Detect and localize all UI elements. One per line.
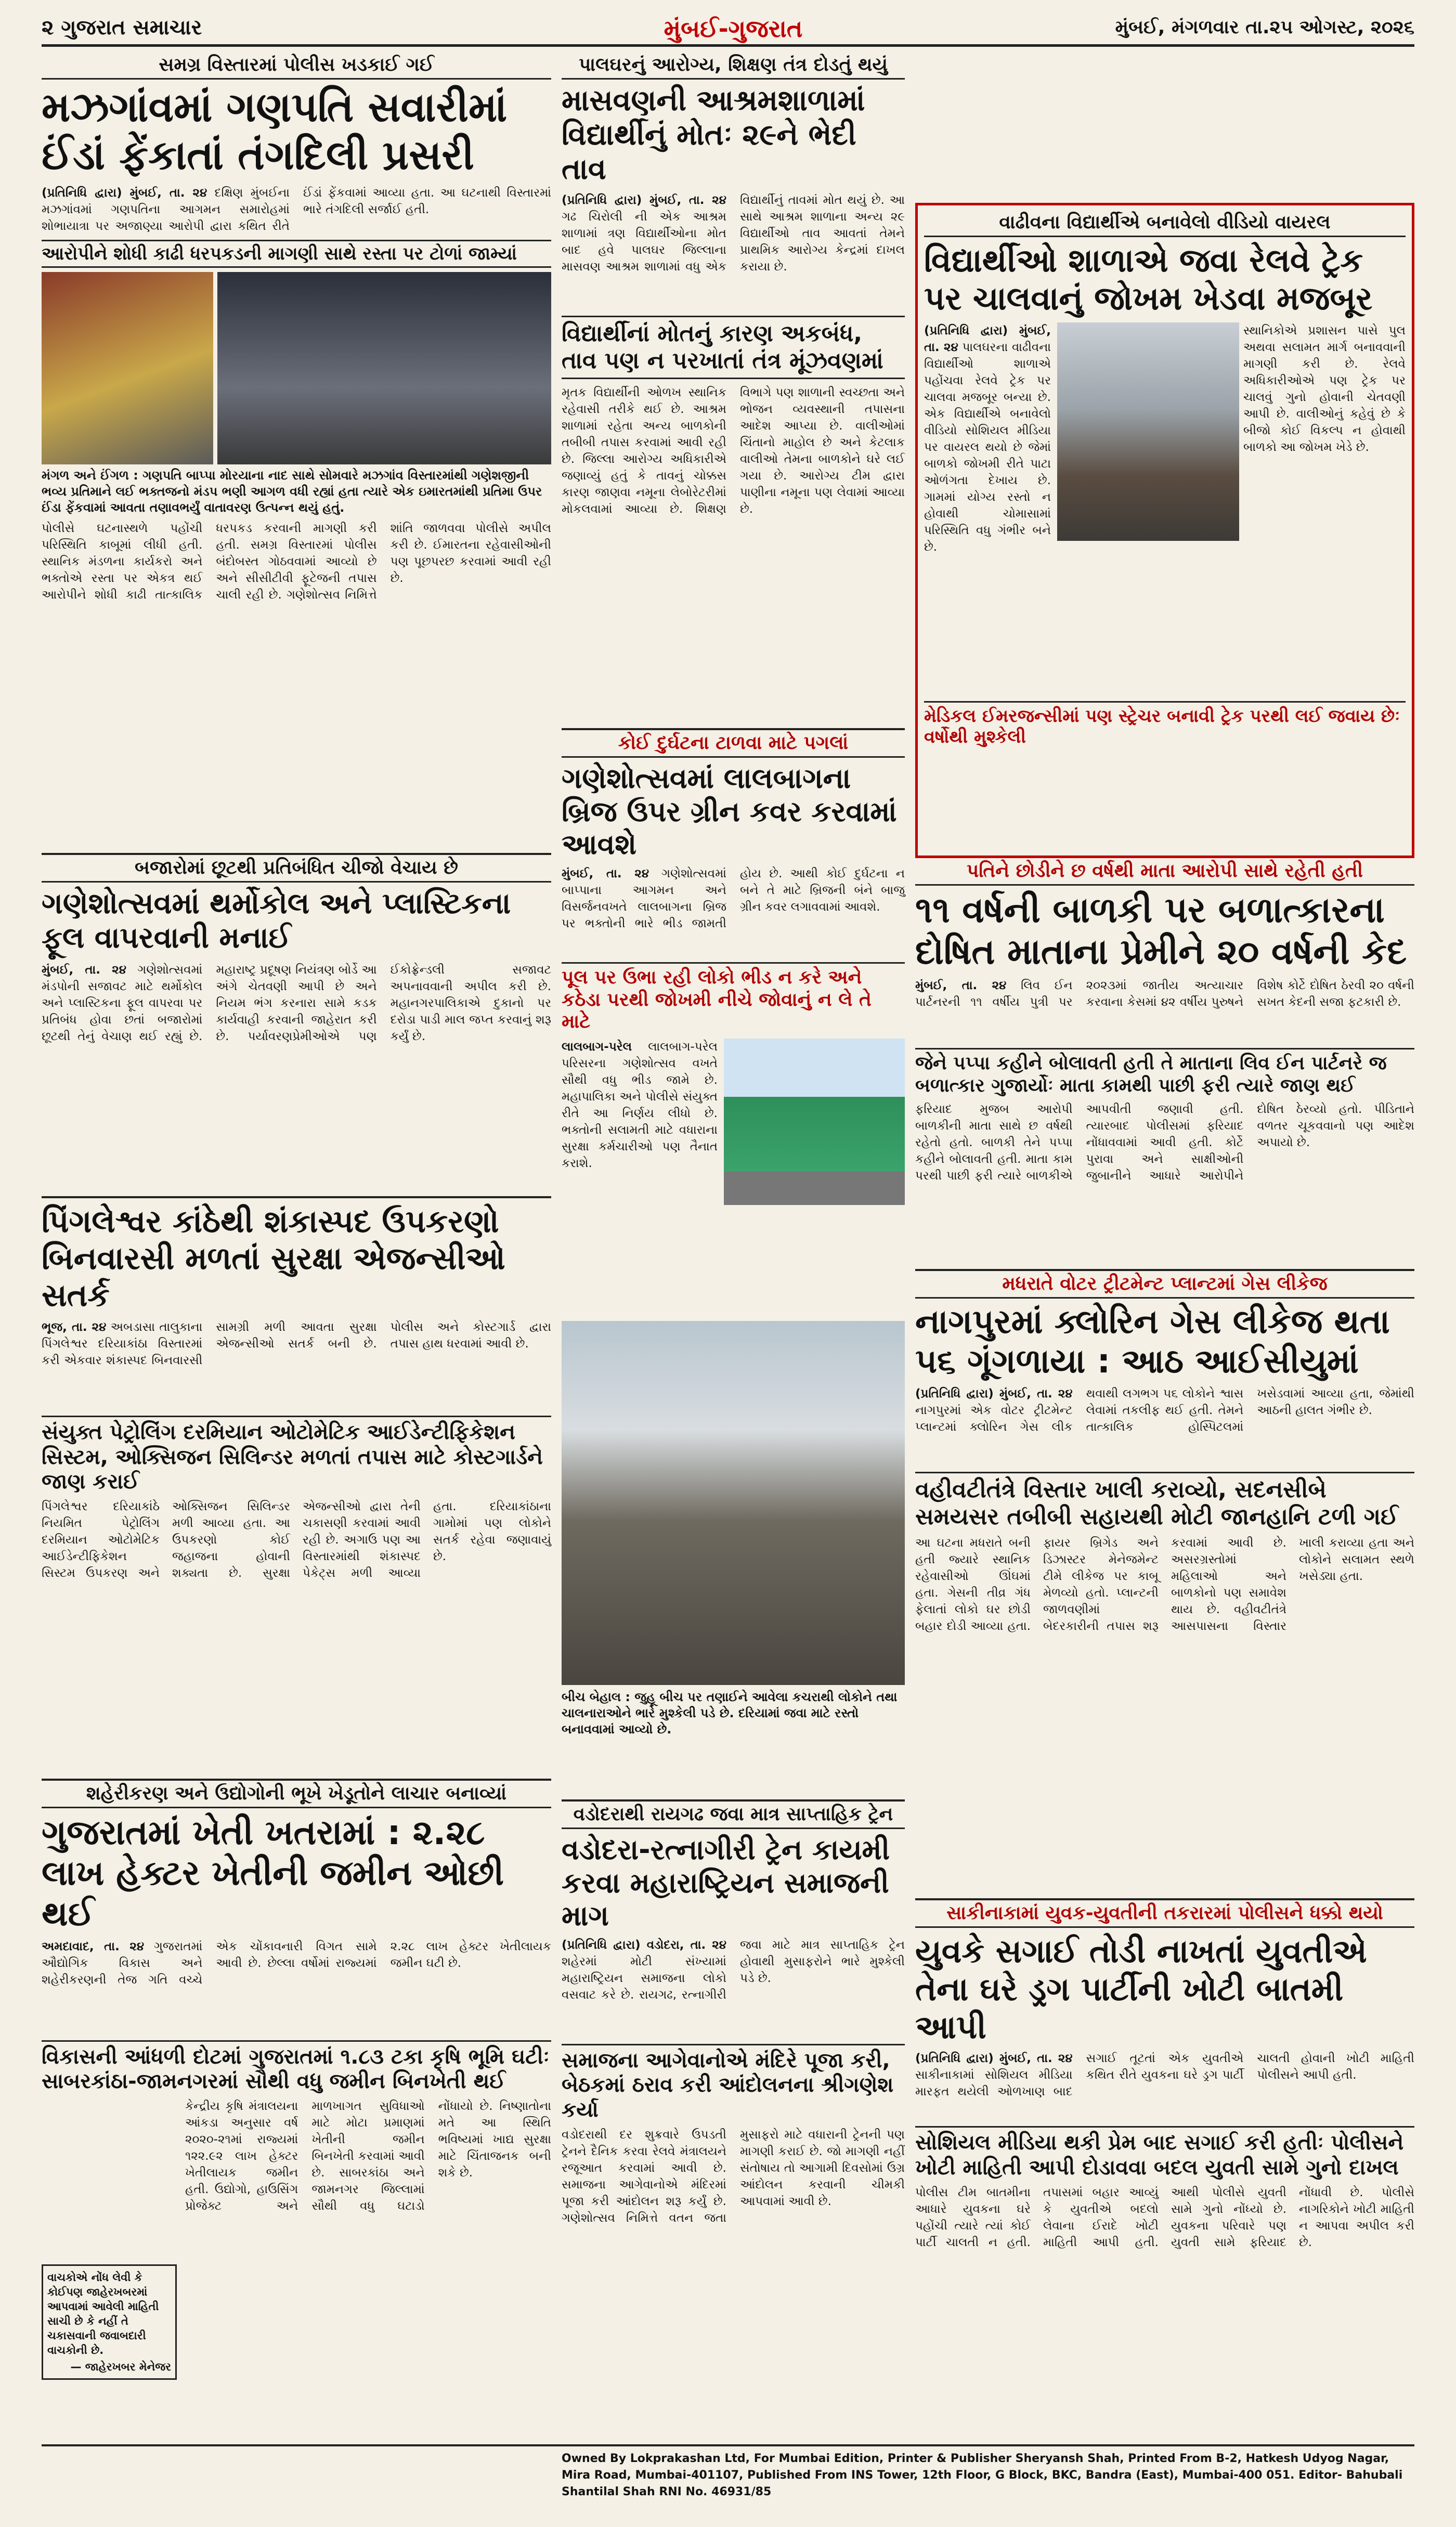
reader-notice: વાચકોએ નોંધ લેવી કે કોઈપણ જાહેરખબરમાં આપવામાં આવેલી માહિતી સાચી છે કે નહીં તે ચકાસવાની જવાબદારી વાચકોની છે.	[47, 2271, 159, 2356]
story-kicker: પતિને છોડીને છ વર્ષથી માતા આરોપી સાથે રહેતી હતી	[915, 858, 1414, 886]
story-body: ગુજરાતમાં ઔદ્યોગિક વિકાસ અને શહેરીકરણની તેજ ગતિ વચ્ચે એક ચોંકાવનારી વિગત સામે આવી છે. છેલ્લા વર્ષોમાં રાજ્યમાં ૨.૨૮ લાખ હેક્ટર ખેતીલાયક જમીન ઘટી છે.	[42, 1939, 551, 1987]
story-body: પાલઘરના વાઢીવના વિદ્યાર્થીઓ શાળાએ પહોંચવા રેલવે ટ્રેક પર ચાલવા મજબૂર બન્યા છે. એક વિદ્યાર્થીએ બનાવેલો વીડિયો સોશિયલ મીડિયા પર વાયરલ થયો છે જેમાં બાળકો જોખમી રીતે પાટા ઓળંગતા દેખાય છે. ગામમાં યોગ્ય રસ્તો ન હોવાથી ચોમાસામાં પરિસ્થિતિ વધુ ગંભીર બને છે.	[924, 341, 1051, 554]
story-body: વડોદરાથી દર શુક્રવારે ઉપડતી ટ્રેનને દૈનિક કરવા રેલવે મંત્રાલયને રજૂઆત કરવામાં આવી છે. સમાજના આગેવાનોએ મંદિરમાં પૂજા કરી આંદોલન શરૂ કર્યું છે. ગણેશોત્સવ નિમિત્તે વતન જતા મુસાફરો માટે વધારાની ટ્રેનની પણ માગણી કરાઈ છે. જો માગણી નહીં સંતોષાય તો આગામી દિવસોમાં ઉગ્ર આંદોલન કરવાની ચીમકી આપવામાં આવી છે.	[562, 2128, 905, 2225]
story-nagpur-gas	[915, 1269, 1414, 1888]
photo-green-cover-bridge	[724, 1039, 905, 1205]
story-body: પિંગલેશ્વર દરિયાકાંઠે નિયમિત પેટ્રોલિંગ દરમિયાન ઓટોમેટિક આઈડેન્ટીફિકેશન સિસ્ટમ ઉપકરણ અને ઓક્સિજન સિલિન્ડર મળી આવ્યા હતા. આ ઉપકરણો કોઈ જહાજના હોવાની શક્યતા છે. સુરક્ષા એજન્સીઓ દ્વારા તેની ચકાસણી કરવામાં આવી રહી છે. અગાઉ પણ આ વિસ્તારમાંથી શંકાસ્પદ પેકેટ્સ મળી આવ્યા હતા. દરિયાકાંઠાના ગામોમાં પણ લોકોને સતર્ક રહેવા જણાવાયું છે.	[42, 1499, 551, 1580]
story-headline: વડોદરા-રત્નાગીરી ટ્રેન કાયમી કરવા મહારાષ્ટ્રિયન સમાજની માગ	[562, 1833, 890, 1933]
story-headline: ગણેશોત્સવમાં લાલબાગના બ્રિજ ઉપર ગ્રીન કવર કરવામાં આવશે	[562, 762, 897, 861]
masthead	[42, 10, 1414, 47]
photo-beach-block	[562, 1321, 905, 1789]
story-body: સાકીનાકામાં સોશિયલ મીડિયા મારફત થયેલી ઓળખાણ બાદ સગાઈ તૂટતાં એક યુવતીએ કથિત રીતે યુવકના ઘરે ડ્રગ પાર્ટી ચાલતી હોવાની ખોટી માહિતી પોલીસને આપી હતી.	[915, 2052, 1414, 2099]
story-body: ગઢ ચિરોલી ની એક આશ્રમ શાળામાં ત્રણ વિદ્યાર્થીઓના મોત બાદ હવે પાલઘર જિલ્લાના માસવણ આશ્રમ શાળામાં વધુ એક વિદ્યાર્થીનું તાવમાં મોત થયું છે. આ સાથે આશ્રમ શાળાના અન્ય ૨૯ વિદ્યાર્થીઓ તાવ આવતાં તેમને પ્રાથમિક આરોગ્ય કેન્દ્રમાં દાખલ કરાયા છે.	[562, 193, 905, 274]
story-body: ગણેશોત્સવમાં બાપ્પાના આગમન અને વિસર્જનવખતે લાલબાગના બ્રિજ પર ભક્તોની ભારે ભીડ જામતી હોય છે. આથી કોઈ દુર્ઘટના ન બને તે માટે બ્રિજની બંને બાજુ ગ્રીન કવર લગાવવામાં આવશે.	[562, 867, 905, 931]
story-subhead: સોશિયલ મીડિયા થકી પ્રેમ બાદ સગાઈ કરી હતીઃ પોલીસને ખોટી માહિતી આપી દોડાવવા બદલ યુવતી સામે ગુનો દાખલ	[915, 2126, 1414, 2180]
story-lalbaug-bridge	[562, 728, 905, 1311]
story-ashram-school	[562, 52, 905, 728]
story-dateline: (પ્રતિનિધિ દ્વારા) મુંબઈ, તા. ૨૪	[915, 2052, 1073, 2066]
story-subhead: જેને પપ્પા કહીને બોલાવતી હતી તે માતાના લિવ ઈન પાર્ટનરે જ બળાત્કાર ગુજાર્યોઃ માતા કામથી પાછી ફરી ત્યારે જાણ થઈ	[915, 1048, 1414, 1097]
story-body: શહેરમાં મોટી સંખ્યામાં મહારાષ્ટ્રિયન સમાજના લોકો વસવાટ કરે છે. રાયગઢ, રત્નાગીરી જવા માટે માત્ર સાપ્તાહિક ટ્રેન હોવાથી મુસાફરોને ભારે મુશ્કેલી પડે છે.	[562, 1938, 905, 2002]
story-court-verdict	[915, 858, 1414, 1259]
story-dateline: (પ્રતિનિધિ દ્વારા) મુંબઈ, તા. ૨૪	[915, 1387, 1073, 1401]
story-dateline: (પ્રતિનિધિ દ્વારા) મુંબઈ, તા. ૨૪	[562, 193, 726, 208]
story-kicker: વડોદરાથી રાયગઢ જવા માત્ર સાપ્તાહિક ટ્રેન	[562, 1802, 905, 1829]
story-dateline: (પ્રતિનિધિ દ્વારા) મુંબઈ, તા. ૨૪	[42, 186, 207, 200]
story-dateline: અમદાવાદ, તા. ૨૪	[42, 1939, 145, 1953]
story-dateline: મુંબઈ, તા. ૨૪	[915, 979, 1007, 993]
section-title: મુંબઈ-ગુજરાત	[664, 15, 803, 43]
story-subhead: વિદ્યાર્થીનાં મોતનું કારણ અકબંધ, તાવ પણ ન પરખાતાં તંત્ર મૂંઝવણમાં	[562, 316, 905, 379]
footer-rule	[42, 2444, 1414, 2446]
story-subhead: આરોપીને શોધી કાઢી ધરપકડની માગણી સાથે રસ્તા પર ટોળાં જામ્યાં	[42, 240, 551, 268]
photo-caption: બીચ બેહાલ : જુહૂ બીચ પર તણાઈને આવેલા કચરાથી લોકોને તથા ચાલનારાઓને ભારે મુશ્કેલી પડે છે. દરિયામાં જવા માટે રસ્તો બનાવવામાં આવ્યો છે.	[562, 1690, 898, 1736]
story-headline: મઝગાંવમાં ગણપતિ સવારીમાં ઈંડાં ફેંકાતાં તંગદિલી પ્રસરી	[42, 84, 508, 179]
photo-juhu-beach	[562, 1321, 905, 1685]
story-kicker: પાલઘરનું આરોગ્ય, શિક્ષણ તંત્ર દોડતું થયું	[562, 52, 905, 80]
story-kicker: સમગ્ર વિસ્તારમાં પોલીસ ખડકાઈ ગઈ	[42, 52, 551, 80]
story-kicker: કોઈ દુર્ઘટના ટાળવા માટે પગલાં	[562, 730, 905, 758]
photo-caption: મંગળ અને ઈંગળ : ગણપતિ બાપ્પા મોરયાના નાદ સાથે સોમવારે મઝગાંવ વિસ્તારમાંથી ગણેશજીની ભવ્ય પ્રતિમાને લઈ ભક્તજનો મંડપ ભણી આગળ વધી રહ્યાં હતા ત્યારે એક ઇમારતમાંથી પ્રતિમા ઉપર ઈંડા ફેંકવામાં આવતા તણાવભર્યું વાતાવરણ ઉત્પન્ન થયું હતું.	[42, 468, 542, 515]
story-body: નાગપુરમાં એક વોટર ટ્રીટમેન્ટ પ્લાન્ટમાં ક્લોરિન ગેસ લીક થવાથી લગભગ ૫૬ લોકોને શ્વાસ લેવામાં તકલીફ થઈ હતી. તેમને તાત્કાલિક હોસ્પિટલમાં ખસેડવામાં આવ્યા હતા, જેમાંથી આઠની હાલત ગંભીર છે.	[915, 1387, 1414, 1434]
photo-location-label: લાલબાગ-પરેલ	[562, 1040, 632, 1054]
story-body: આ ઘટના મધરાતે બની હતી જ્યારે સ્થાનિક રહેવાસીઓ ઊંઘમાં હતા. ગેસની તીવ્ર ગંધ ફેલાતાં લોકો ઘર છોડી બહાર દોડી આવ્યા હતા. ફાયર બ્રિગેડ અને ડિઝાસ્ટર મેનેજમેન્ટ ટીમે લીકેજ પર કાબૂ મેળવ્યો હતો. પ્લાન્ટની જાળવણીમાં બેદરકારીની તપાસ શરૂ કરવામાં આવી છે. અસરગ્રસ્તોમાં મહિલાઓ અને બાળકોનો પણ સમાવેશ થાય છે. વહીવટીતંત્રે આસપાસના વિસ્તાર ખાલી કરાવ્યા હતા અને લોકોને સલામત સ્થળે ખસેડ્યા હતા.	[915, 1536, 1414, 1633]
page-label: ૨ ગુજરાત સમાચાર	[42, 16, 202, 40]
story-subhead: સમાજના આગેવાનોએ મંદિરે પૂજા કરી, બેઠકમાં ઠરાવ કરી આંદોલનના શ્રીગણેશ કર્યા	[562, 2044, 905, 2122]
story-headline: યુવકે સગાઈ તોડી નાખતાં યુવતીએ તેના ઘરે ડ્રગ પાર્ટીની ખોટી બાતમી આપી	[915, 1932, 1367, 2046]
story-pingleshwar	[42, 1196, 551, 1768]
story-body: પોલીસ ટીમ બાતમીના આધારે યુવકના ઘરે પહોંચી ત્યારે ત્યાં કોઈ પાર્ટી ચાલતી ન હતી. તપાસમાં બહાર આવ્યું કે યુવતીએ બદલો લેવાના ઈરાદે ખોટી માહિતી આપી હતી. આથી પોલીસે યુવતી સામે ગુનો નોંધ્યો છે. યુવકના પરિવારે પણ યુવતી સામે ફરિયાદ નોંધાવી છે. પોલીસે નાગરિકોને ખોટી માહિતી ન આપવા અપીલ કરી છે.	[915, 2185, 1414, 2249]
story-sakinaka	[915, 1898, 1414, 2439]
story-headline: વિદ્યાર્થીઓ શાળાએ જવા રેલવે ટ્રેક પર ચાલવાનું જોખમ ખેડવા મજબૂર	[924, 241, 1373, 318]
story-kicker: શહેરીકરણ અને ઉદ્યોગોની ભૂખે ખેડૂતોને લાચાર બનાવ્યાં	[42, 1781, 551, 1808]
story-body: લાલબાગ-પરેલ પરિસરના ગણેશોત્સવ વખતે સૌથી વધુ ભીડ જામે છે. મહાપાલિકા અને પોલીસે સંયુક્ત રીતે આ નિર્ણય લીધો છે. ભક્તોની સલામતી માટે વધારાના સુરક્ષા કર્મચારીઓ પણ તૈનાત કરાશે.	[562, 1040, 718, 1170]
story-gujarat-farmland	[42, 1779, 551, 2439]
story-headline: ૧૧ વર્ષની બાળકી પર બળાત્કારના દોષિત માતાના પ્રેમીને ૨૦ વર્ષની કેદ	[915, 890, 1407, 973]
story-vadodara-train	[562, 1799, 905, 2439]
reader-notice-sign: — જાહેરખબર મેનેજર	[70, 2361, 171, 2373]
footer-imprint: Owned By Lokprakashan Ltd, For Mumbai Edition, Printer & Publisher Sheryansh Shah, Printed From B-2, Hatkesh Udyog Nagar, Mira Road, Mumbai-401107, Published From INS Tower, 12th Floor, G Block, BKC, Bandra (East), Mumbai-400 051. Editor- Bahubali Shantilal Shah RNI No. 46931/85	[562, 2452, 1403, 2498]
story-kicker: સાકીનાકામાં યુવક-યુવતીની તકરારમાં પોલીસને ધક્કો થયો	[915, 1900, 1414, 1928]
story-subhead: સંયુક્ત પેટ્રોલિંગ દરમિયાન ઓટોમેટિક આઈડેન્ટીફિકેશન સિસ્ટમ, ઓક્સિજન સિલિન્ડર મળતાં તપાસ માટે કોસ્ટગાર્ડને જાણ કરાઈ	[42, 1416, 551, 1494]
story-body: કેન્દ્રીય કૃષિ મંત્રાલયના આંકડા અનુસાર વર્ષ ૨૦૨૦-૨૧માં રાજ્યમાં ૧૨૨.૯૨ લાખ હેક્ટર ખેતીલાયક જમીન હતી. ઉદ્યોગો, હાઉસિંગ પ્રોજેક્ટ અને માળખાગત સુવિધાઓ માટે મોટા પ્રમાણમાં ખેતીની જમીન બિનખેતી કરવામાં આવી છે. સાબરકાંઠા અને જામનગર જિલ્લામાં સૌથી વધુ ઘટાડો નોંધાયો છે. નિષ્ણાતોના મતે આ સ્થિતિ ભવિષ્યમાં ખાદ્ય સુરક્ષા માટે ચિંતાજનક બની શકે છે.	[185, 2100, 551, 2213]
story-dateline: (પ્રતિનિધિ દ્વારા) મુંબઈ, તા. ૨૪	[924, 324, 1051, 355]
story-body: લિવ ઈન પાર્ટનરની ૧૧ વર્ષીય પુત્રી પર ૨૦૨૩માં જાતીય અત્યાચાર કરવાના કેસમાં ૪૨ વર્ષીય પુરુષને વિશેષ કોર્ટે દોષિત ઠેરવી ૨૦ વર્ષની સખત કેદની સજા ફટકારી છે.	[915, 979, 1414, 1009]
story-body: સ્થાનિકોએ પ્રશાસન પાસે પુલ અથવા સલામત માર્ગ બનાવવાની માગણી કરી છે. રેલવે અધિકારીઓએ પણ ટ્રેક પર ચાલવું ગુનો હોવાની ચેતવણી આપી છે. વાલીઓનું કહેવું છે કે બીજો કોઈ વિકલ્પ ન હોવાથી બાળકો આ જોખમ ખેડે છે.	[1243, 324, 1406, 455]
story-subhead: પૂલ પર ઉભા રહી લોકો ભીડ ન કરે અને કઠેડા પરથી જોખમી નીચે જોવાનું ન લે તે માટે	[562, 962, 905, 1033]
story-headline: માસવણની આશ્રમશાળામાં વિદ્યાર્થીનું મોતઃ ૨૯ને ભેદી તાવ	[562, 84, 865, 187]
story-railway-track	[915, 203, 1414, 858]
story-headline: નાગપુરમાં ક્લોરિન ગેસ લીકેજ થતા ૫૬ ગૂંગળાયા : આઠ આઈસીયુમાં	[915, 1303, 1390, 1381]
story-kicker: મધરાતે વોટર ટ્રીટમેન્ટ પ્લાન્ટમાં ગેસ લીકેજ	[915, 1271, 1414, 1299]
story-body: પોલીસે ઘટનાસ્થળે પહોંચી પરિસ્થિતિ કાબૂમાં લીધી હતી. સ્થાનિક મંડળના કાર્યકરો અને ભક્તોએ રસ્તા પર એકત્ર થઈ આરોપીને શોધી કાઢી તાત્કાલિક ધરપકડ કરવાની માગણી કરી હતી. સમગ્ર વિસ્તારમાં પોલીસ બંદોબસ્ત ગોઠવવામાં આવ્યો છે અને સીસીટીવી ફૂટેજની તપાસ ચાલી રહી છે. ગણેશોત્સવ નિમિત્તે શાંતિ જાળવવા પોલીસે અપીલ કરી છે. ઈમારતના રહેવાસીઓની પણ પૂછપરછ કરવામાં આવી રહી છે.	[42, 522, 551, 602]
story-dateline: ભૂજ, તા. ૨૪	[42, 1320, 107, 1334]
story-body: મૃતક વિદ્યાર્થીની ઓળખ સ્થાનિક રહેવાસી તરીકે થઈ છે. આશ્રમ શાળામાં રહેતા અન્ય બાળકોની તબીબી તપાસ કરવામાં આવી રહી છે. જિલ્લા આરોગ્ય અધિકારીએ જણાવ્યું હતું કે તાવનું ચોક્કસ કારણ જાણવા નમૂના લેબોરેટરીમાં મોકલવામાં આવ્યા છે. શિક્ષણ વિભાગે પણ શાળાની સ્વચ્છતા અને ભોજન વ્યવસ્થાની તપાસના આદેશ આપ્યા છે. વાલીઓમાં ચિંતાનો માહોલ છે અને કેટલાક વાલીઓ તેમના બાળકોને ઘરે લઈ ગયા છે. આરોગ્ય ટીમ દ્વારા પાણીના નમૂના પણ લેવામાં આવ્યા છે.	[562, 386, 905, 516]
story-body: ફરિયાદ મુજબ આરોપી બાળકીની માતા સાથે છ વર્ષથી રહેતો હતો. બાળકી તેને પપ્પા કહીને બોલાવતી હતી. માતા કામ પરથી પાછી ફરી ત્યારે બાળકીએ આપવીતી જણાવી હતી. ત્યારબાદ પોલીસમાં ફરિયાદ નોંધાવવામાં આવી હતી. કોર્ટે પુરાવા અને સાક્ષીઓની જુબાનીને આધારે આરોપીને દોષિત ઠેરવ્યો હતો. પીડિતાને વળતર ચૂકવવાનો પણ આદેશ અપાયો છે.	[915, 1103, 1414, 1183]
story-dateline: (પ્રતિનિધિ દ્વારા) વડોદરા, તા. ૨૪	[562, 1938, 726, 1952]
story-dateline: મુંબઈ, તા. ૨૪	[42, 963, 127, 977]
story-headline: પિંગલેશ્વર કાંઠેથી શંકાસ્પદ ઉપકરણો બિનવારસી મળતાં સુરક્ષા એજન્સીઓ સતર્ક	[42, 1203, 505, 1314]
story-mazgaon	[42, 52, 551, 697]
photo-ganesh-idol	[42, 272, 213, 464]
story-body: અબડાસા તાલુકાના પિંગલેશ્વર દરિયાકાંઠા વિસ્તારમાં કરી એકવાર શંકાસ્પદ બિનવારસી સામગ્રી મળી આવતા સુરક્ષા એજન્સીઓ સતર્ક બની છે. પોલીસ અને કોસ્ટગાર્ડ દ્વારા તપાસ હાથ ધરવામાં આવી છે.	[42, 1320, 551, 1368]
story-subhead: મેડિકલ ઈમરજન્સીમાં પણ સ્ટ્રેચર બનાવી ટ્રેક પરથી લઈ જવાય છેઃ વર્ષોથી મુશ્કેલી	[924, 701, 1406, 747]
story-kicker: બજારોમાં છૂટથી પ્રતિબંધિત ચીજો વેચાય છે	[42, 855, 551, 883]
reader-notice-box	[42, 2264, 177, 2380]
story-kicker: વાઢીવના વિદ્યાર્થીએ બનાવેલો વીડિયો વાયરલ	[924, 210, 1406, 237]
photo-crowd	[217, 272, 551, 464]
photo-students-track	[1057, 322, 1239, 541]
story-body: દક્ષિણ મુંબઈના મઝગાંવમાં ગણપતિના આગમન સમારોહમાં શોભાયાત્રા પર અજાણ્યા આરોપી દ્વારા કથિત રીતે ઈંડાં ફેંકવામાં આવ્યા હતા. આ ઘટનાથી વિસ્તારમાં ભારે તંગદિલી સર્જાઈ હતી.	[42, 186, 551, 234]
story-body: ગણેશોત્સવમાં મંડપોની સજાવટ માટે થર્મોકોલ અને પ્લાસ્ટિકના ફૂલ વાપરવા પર પ્રતિબંધ હોવા છતાં બજારોમાં છૂટથી તેનું વેચાણ થઈ રહ્યું છે. મહારાષ્ટ્ર પ્રદૂષણ નિયંત્રણ બોર્ડે આ અંગે ચેતવણી આપી છે અને નિયમ ભંગ કરનારા સામે કડક કાર્યવાહી કરવાની જાહેરાત કરી છે. પર્યાવરણપ્રેમીઓએ પણ ઈકોફ્રેન્ડલી સજાવટ અપનાવવાની અપીલ કરી છે. મહાનગરપાલિકાએ દુકાનો પર દરોડા પાડી માલ જપ્ત કરવાનું શરૂ કર્યું છે.	[42, 963, 551, 1044]
date-line: મુંબઈ, મંગળવાર તા.૨૫ ઓગસ્ટ, ૨૦૨૬	[1115, 17, 1414, 38]
story-headline: ગુજરાતમાં ખેતી ખતરામાં : ૨.૨૮ લાખ હેક્ટર ખેતીની જમીન ઓછી થઈ	[42, 1812, 504, 1934]
story-subhead: વહીવટીતંત્રે વિસ્તાર ખાલી કરાવ્યો, સદનસીબે સમયસર તબીબી સહાયથી મોટી જાનહાનિ ટળી ગઈ	[915, 1472, 1414, 1531]
story-subhead: વિકાસની આંધળી દોટમાં ગુજરાતમાં ૧.૮૩ ટકા કૃષિ ભૂમિ ઘટીઃ સાબરકાંઠા-જામનગરમાં સૌથી વધુ જમીન બિનખેતી થઈ	[42, 2040, 551, 2094]
story-dateline: મુંબઈ, તા. ૨૪	[562, 867, 649, 881]
story-thermocol	[42, 853, 551, 1186]
story-headline: ગણેશોત્સવમાં થર્મોકોલ અને પ્લાસ્ટિકના ફૂલ વાપરવાની મનાઈ	[42, 887, 511, 955]
